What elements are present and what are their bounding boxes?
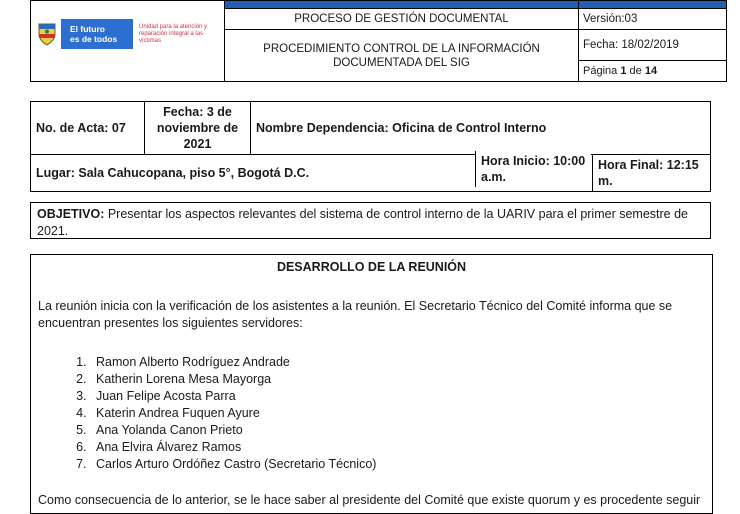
acta-lugar: Lugar: Sala Cahucopana, piso 5°, Bogotá D.C. bbox=[31, 155, 593, 192]
desarrollo-section bbox=[30, 254, 713, 514]
document-header bbox=[30, 0, 727, 82]
logo-line-1: El futuro bbox=[70, 24, 105, 34]
el-futuro-logo bbox=[61, 19, 133, 49]
list-item: 3. Juan Felipe Acosta Parra bbox=[90, 388, 705, 405]
list-item: 6. Ana Elvira Álvarez Ramos bbox=[90, 439, 705, 456]
desarrollo-title: DESARROLLO DE LA REUNIÓN bbox=[276, 260, 467, 274]
page-current: 1 bbox=[620, 65, 627, 77]
objetivo-box bbox=[30, 202, 711, 239]
list-item: 2. Katherin Lorena Mesa Mayorga bbox=[90, 371, 705, 388]
header-blue-band-right bbox=[579, 1, 727, 9]
objetivo-text: Presentar los aspectos relevantes del sistema de control interno de la UARIV para el primer semestre de 2021. bbox=[37, 207, 688, 238]
acta-number: No. de Acta: 07 bbox=[31, 102, 145, 155]
list-item: 4. Katerin Andrea Fuquen Ayure bbox=[90, 405, 705, 422]
logo-cell bbox=[31, 1, 225, 82]
version-label: Versión:03 bbox=[579, 9, 727, 30]
acta-hora-final: Hora Final: 12:15 m. bbox=[593, 155, 711, 192]
acta-dependencia: Nombre Dependencia: Oficina de Control Interno bbox=[251, 102, 711, 155]
acta-info-table bbox=[30, 101, 711, 192]
acta-hora-inicio: Hora Inicio: 10:00 a.m. bbox=[475, 151, 591, 187]
unidad-victimas-logo-text: Unidad para la atención y reparación integral a las víctimas bbox=[139, 23, 208, 44]
objetivo-label: OBJETIVO: bbox=[37, 207, 105, 221]
page-prefix: Página bbox=[583, 65, 618, 77]
page-total: 14 bbox=[644, 65, 658, 77]
desarrollo-intro: La reunión inicia con la verificación de los asistentes a la reunión. El Secretario Técnico del Comité informa que se encuentran presentes los siguientes servidores: bbox=[38, 299, 673, 330]
page-of: de bbox=[629, 65, 642, 77]
process-title: PROCESO DE GESTIÓN DOCUMENTAL bbox=[225, 9, 579, 30]
header-blue-band bbox=[225, 1, 579, 9]
list-item: 1. Ramon Alberto Rodríguez Andrade bbox=[90, 354, 705, 371]
page-counter bbox=[579, 61, 727, 82]
logo-line-2: es de todos bbox=[70, 34, 118, 44]
desarrollo-closing: Como consecuencia de lo anterior, se le hace saber al presidente del Comité que existe quorum y es procedente seguir bbox=[38, 493, 701, 507]
coat-of-arms-icon bbox=[37, 22, 57, 46]
list-item: 7. Carlos Arturo Ordóñez Castro (Secretario Técnico) bbox=[90, 456, 705, 473]
government-logo bbox=[37, 19, 221, 49]
attendee-list bbox=[38, 354, 705, 473]
list-item: 5. Ana Yolanda Canon Prieto bbox=[90, 422, 705, 439]
date-label: Fecha: 18/02/2019 bbox=[579, 30, 727, 61]
acta-date: Fecha: 3 de noviembre de 2021 bbox=[145, 102, 251, 155]
procedure-title: PROCEDIMIENTO CONTROL DE LA INFORMACIÓN DOCUMENTADA DEL SIG bbox=[225, 30, 579, 82]
